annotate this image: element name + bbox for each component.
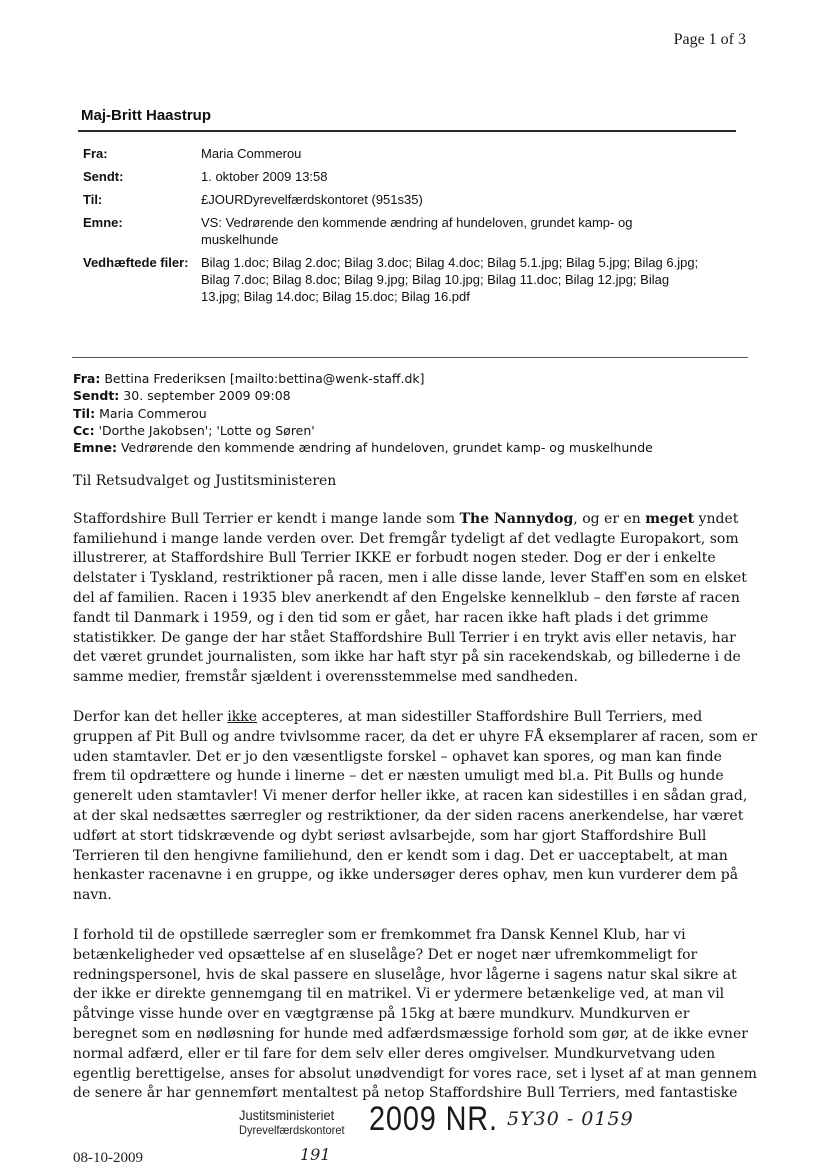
header-label: Sendt: — [83, 169, 124, 184]
paragraph-line: I forhold til de opstillede særregler som er fremkommet fra Dansk Kennel Klub, har vi — [73, 926, 686, 943]
stamp-department: Dyrevelfærdskontoret — [239, 1123, 345, 1137]
header-sent-value: 1. oktober 2009 13:58 — [201, 169, 328, 184]
paragraph-line: del af familien. Racen i 1935 blev anerkendt af den Engelske kennelklub – den første af racen — [73, 589, 740, 606]
paragraph-line: påtvinge visse hunde over en vægtgrænse på 15kg at bære mundkurv. Mundkurven er — [73, 1006, 690, 1023]
paragraph-line: egentlig berettigelse, anses for absolut unødvendigt for vores race, set i lyset af at man gennem — [73, 1065, 757, 1082]
page-number: Page 1 of 3 — [673, 31, 746, 48]
attachment-list-line: Bilag 7.doc; Bilag 8.doc; Bilag 9.jpg; Bilag 10.jpg; Bilag 11.doc; Bilag 12.jpg; Bilag — [201, 272, 670, 287]
header-label: Fra: — [83, 146, 108, 161]
paragraph-line: illustrerer, at Staffordshire Bull Terrier IKKE er forbudt nogen steder. Dog er der i enkelte — [73, 550, 716, 567]
header-sent-row — [83, 168, 743, 185]
header-subject-line: muskelhunde — [201, 232, 279, 247]
letter-body — [73, 472, 763, 1104]
paragraph-line: redningspersonel, hvis de skal passere en sluselåge, hvor lågerne i sagens natur skal sikre at — [73, 966, 737, 983]
paragraph-line: normal adfærd, eller er til fare for dem selv eller deres omgivelser. Mundkurvetvang uden — [73, 1045, 716, 1062]
header-to-value: £JOURDyrevelfærdskontoret (951s35) — [201, 192, 423, 207]
fwd-subject: Vedrørende den kommende ændring af hundeloven, grundet kamp- og muskelhunde — [120, 440, 653, 456]
paragraph-line: Staffordshire Bull Terrier er kendt i mange lande som The Nannydog, og er en meget yndet — [73, 510, 739, 527]
paragraph-line: gruppen af Pit Bull og andre tvivlsomme racer, da det er uhyre FÅ eksemplarer af racen, som er — [73, 728, 758, 745]
paragraph-line: generelt uden stamtavler! Vi mener derfor heller ikke, at racen kan sidestilles i en sådan grad, — [73, 788, 748, 805]
paragraph-line: henkaster racenavne i en gruppe, og ikke undersøger deres ophav, men kun vurderer dem på — [73, 867, 739, 884]
header-label: Til: — [83, 192, 103, 207]
footer-date: 08-10-2009 — [73, 1150, 143, 1166]
paragraph-line: at der skal nedsættes særregler og restriktioner, da der siden racens anerkendelse, har været — [73, 807, 744, 824]
stamp-handwritten-number: 5Y30 - 0159 — [507, 1108, 634, 1130]
paragraph-line: udført at stort tidskrævende og dybt seriøst avlsarbejde, som har gjort Staffordshire Bull — [73, 827, 707, 844]
paragraph-line: navn. — [73, 887, 112, 904]
paragraph-line: beregnet som en nødløsning for hunde med adfærdsmæssige forhold som gør, at de ikke evner — [73, 1025, 748, 1042]
greeting: Til Retsudvalget og Justitsministeren — [73, 473, 337, 489]
fwd-label: Til: — [73, 405, 96, 421]
attachment-list-line: Bilag 1.doc; Bilag 2.doc; Bilag 3.doc; Bilag 4.doc; Bilag 5.1.jpg; Bilag 5.jpg; Bilag 6.jpg; — [201, 255, 699, 270]
paragraph-line: fandt til Danmark i 1959, og i den tid som er gået, har racen ikke haft plads i det grimme — [73, 609, 709, 626]
stamp-ministry: Justitsministeriet — [239, 1107, 335, 1123]
paragraph-line: uden stamtavler. Det er jo den væsentligste forskel – ophavet kan spores, og man kan finde — [73, 748, 722, 765]
fwd-label: Sendt: — [73, 388, 120, 404]
fwd-label: Fra: — [73, 371, 101, 386]
mailbox-owner: Maj-Britt Haastrup — [81, 107, 212, 124]
header-to-row — [83, 191, 743, 208]
paragraph-line: der ikke er direkte gennemgang til en matrikel. Vi er ydermere betænkelige ved, at man vil — [73, 986, 725, 1003]
forwarded-header — [73, 370, 773, 456]
footer-handwritten-mark: 191 — [300, 1145, 331, 1164]
paragraph-line: Terrieren til den hengivne familiehund, den er kendt som i dag. Det er uacceptabelt, at man — [73, 847, 728, 864]
stamp-office — [239, 1108, 345, 1138]
fwd-sent: 30. september 2009 09:08 — [123, 388, 291, 404]
forward-divider — [72, 357, 748, 358]
attachment-list-line: 13.jpg; Bilag 14.doc; Bilag 15.doc; Bilag 16.pdf — [201, 289, 470, 304]
paragraph-line: frem til opdrættere og hunde i linerne – det er næsten umuligt med bl.a. Pit Bulls og hunde — [73, 768, 724, 785]
fwd-label: Cc: — [73, 422, 95, 438]
paragraph-line: Derfor kan det heller ikke accepteres, at man sidestiller Staffordshire Bull Terriers, med — [73, 708, 703, 725]
header-from-row — [83, 145, 743, 162]
fwd-label: Emne: — [73, 440, 117, 456]
paragraph-line: familiehund i mange lande verden over. Det fremgår tydeligt af det vedlagte Europakort, som — [73, 530, 739, 547]
header-divider — [78, 130, 736, 132]
stamp-year-number: 2009 NR. — [369, 1100, 498, 1138]
email-header — [83, 145, 743, 311]
header-attachments-row — [83, 254, 743, 305]
paragraph-line: de senere år har gennemført mentaltest på netop Staffordshire Bull Terriers, med fantastiske — [73, 1085, 738, 1102]
header-label: Emne: — [83, 215, 123, 230]
paragraph-line: samme medier, fremstår sjældent i overensstemmelse med sandheden. — [73, 669, 578, 686]
fwd-to: Maria Commerou — [99, 405, 207, 421]
paragraph-line: betænkeligheder ved opsættelse af en sluselåge? Det er noget nær ufremkommeligt for — [73, 946, 698, 963]
paragraph-line: delstater i Tyskland, restriktioner på racen, men i alle disse lande, lever Staff'en som en elsket — [73, 570, 747, 587]
fwd-from: Bettina Frederiksen [mailto:bettina@wenk-staff.dk] — [104, 371, 425, 386]
header-subject-line: VS: Vedrørende den kommende ændring af hundeloven, grundet kamp- og — [201, 215, 633, 230]
header-label: Vedhæftede filer: — [83, 255, 189, 270]
fwd-cc: 'Dorthe Jakobsen'; 'Lotte og Søren' — [98, 422, 315, 438]
header-subject-row — [83, 214, 743, 248]
paragraph-line: det været grundet journalisten, som ikke har haft styr på sin racekendskab, og billederne i de — [73, 649, 741, 666]
paragraph-line: statistikker. De gange der har stået Staffordshire Bull Terrier i en trykt avis eller netavis, har — [73, 629, 736, 646]
header-from-value: Maria Commerou — [201, 146, 302, 161]
